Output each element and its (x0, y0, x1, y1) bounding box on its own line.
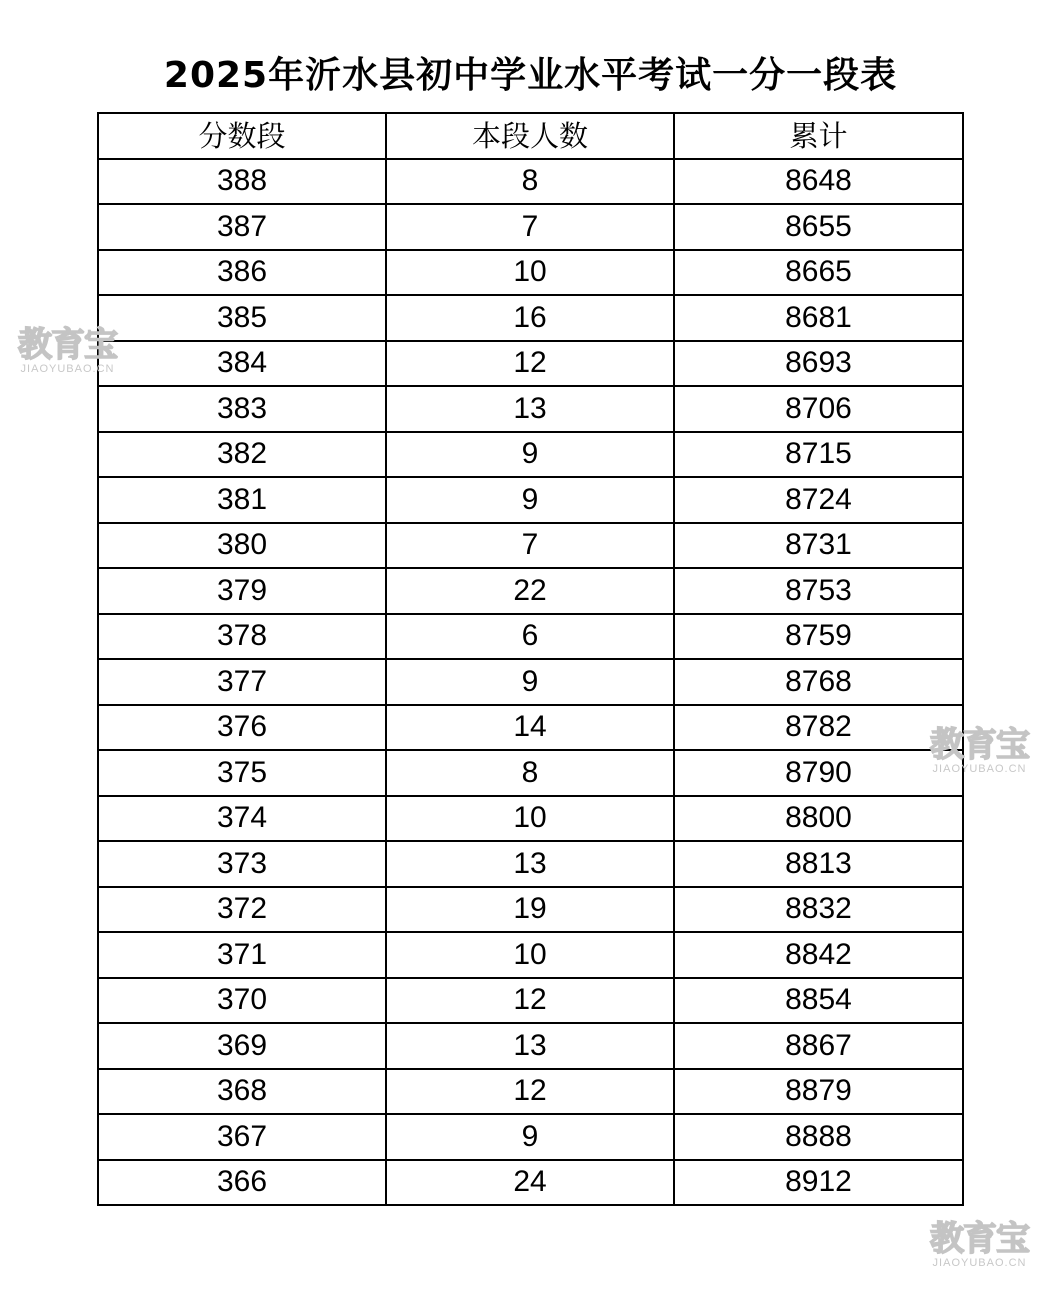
cell-score: 376 (98, 705, 386, 751)
cell-score: 374 (98, 796, 386, 842)
cell-cumulative: 8768 (674, 659, 963, 705)
cell-cumulative: 8867 (674, 1023, 963, 1069)
table-row (98, 295, 963, 341)
cell-cumulative: 8842 (674, 932, 963, 978)
table-row (98, 1069, 963, 1115)
cell-cumulative: 8681 (674, 295, 963, 341)
cell-count: 13 (386, 841, 674, 887)
cell-score: 388 (98, 159, 386, 205)
cell-score: 371 (98, 932, 386, 978)
cell-count: 10 (386, 796, 674, 842)
header-score-range: 分数段 (98, 113, 386, 159)
cell-count: 7 (386, 523, 674, 569)
header-cumulative: 累计 (674, 113, 963, 159)
table-row (98, 523, 963, 569)
table-row (98, 341, 963, 387)
cell-score: 386 (98, 250, 386, 296)
table-row (98, 1114, 963, 1160)
cell-score: 382 (98, 432, 386, 478)
table-body (98, 159, 963, 1206)
cell-count: 9 (386, 659, 674, 705)
table-row (98, 159, 963, 205)
header-count: 本段人数 (386, 113, 674, 159)
cell-score: 373 (98, 841, 386, 887)
cell-count: 12 (386, 978, 674, 1024)
cell-count: 10 (386, 932, 674, 978)
watermark-url-text: JIAOYUBAO.CN (20, 363, 115, 375)
cell-cumulative: 8790 (674, 750, 963, 796)
table-row (98, 568, 963, 614)
cell-count: 14 (386, 705, 674, 751)
cell-score: 379 (98, 568, 386, 614)
table-row (98, 887, 963, 933)
cell-count: 12 (386, 341, 674, 387)
table-row (98, 477, 963, 523)
cell-score: 383 (98, 386, 386, 432)
table-row (98, 250, 963, 296)
cell-score: 370 (98, 978, 386, 1024)
cell-count: 9 (386, 477, 674, 523)
cell-cumulative: 8693 (674, 341, 963, 387)
cell-cumulative: 8800 (674, 796, 963, 842)
table-row (98, 932, 963, 978)
table-row (98, 204, 963, 250)
cell-score: 372 (98, 887, 386, 933)
cell-count: 12 (386, 1069, 674, 1115)
cell-count: 24 (386, 1160, 674, 1206)
watermark-url-text: JIAOYUBAO.CN (932, 763, 1027, 775)
cell-count: 13 (386, 386, 674, 432)
watermark-url-text: JIAOYUBAO.CN (932, 1257, 1027, 1269)
cell-score: 385 (98, 295, 386, 341)
cell-cumulative: 8912 (674, 1160, 963, 1206)
cell-score: 381 (98, 477, 386, 523)
cell-count: 9 (386, 1114, 674, 1160)
score-distribution-table (97, 112, 964, 1206)
cell-score: 380 (98, 523, 386, 569)
page-title: 2025年沂水县初中学业水平考试一分一段表 (163, 55, 898, 96)
cell-score: 369 (98, 1023, 386, 1069)
cell-cumulative: 8832 (674, 887, 963, 933)
cell-cumulative: 8731 (674, 523, 963, 569)
cell-cumulative: 8759 (674, 614, 963, 660)
cell-cumulative: 8879 (674, 1069, 963, 1115)
cell-cumulative: 8854 (674, 978, 963, 1024)
table-row (98, 386, 963, 432)
table-row (98, 705, 963, 751)
table-row (98, 841, 963, 887)
cell-count: 6 (386, 614, 674, 660)
table-row (98, 1023, 963, 1069)
table-row (98, 796, 963, 842)
watermark-logo-text: 教育宝 (930, 725, 1029, 765)
cell-score: 375 (98, 750, 386, 796)
cell-score: 366 (98, 1160, 386, 1206)
cell-count: 10 (386, 250, 674, 296)
cell-score: 368 (98, 1069, 386, 1115)
cell-cumulative: 8706 (674, 386, 963, 432)
cell-cumulative: 8724 (674, 477, 963, 523)
table-row (98, 614, 963, 660)
cell-cumulative: 8782 (674, 705, 963, 751)
cell-score: 384 (98, 341, 386, 387)
cell-score: 367 (98, 1114, 386, 1160)
cell-count: 13 (386, 1023, 674, 1069)
cell-count: 19 (386, 887, 674, 933)
cell-count: 16 (386, 295, 674, 341)
table-row (98, 659, 963, 705)
watermark-logo-text: 教育宝 (18, 325, 117, 365)
cell-count: 7 (386, 204, 674, 250)
cell-score: 377 (98, 659, 386, 705)
watermark-logo-text: 教育宝 (930, 1219, 1029, 1259)
cell-count: 9 (386, 432, 674, 478)
cell-cumulative: 8888 (674, 1114, 963, 1160)
cell-count: 22 (386, 568, 674, 614)
cell-cumulative: 8665 (674, 250, 963, 296)
table-row (98, 978, 963, 1024)
table-row (98, 750, 963, 796)
cell-score: 387 (98, 204, 386, 250)
table-row (98, 1160, 963, 1206)
cell-count: 8 (386, 750, 674, 796)
cell-cumulative: 8648 (674, 159, 963, 205)
cell-score: 378 (98, 614, 386, 660)
watermark-right-bottom (930, 1219, 1029, 1269)
cell-cumulative: 8715 (674, 432, 963, 478)
cell-cumulative: 8753 (674, 568, 963, 614)
table-row (98, 432, 963, 478)
cell-cumulative: 8813 (674, 841, 963, 887)
cell-cumulative: 8655 (674, 204, 963, 250)
table-header-row (98, 113, 963, 159)
cell-count: 8 (386, 159, 674, 205)
